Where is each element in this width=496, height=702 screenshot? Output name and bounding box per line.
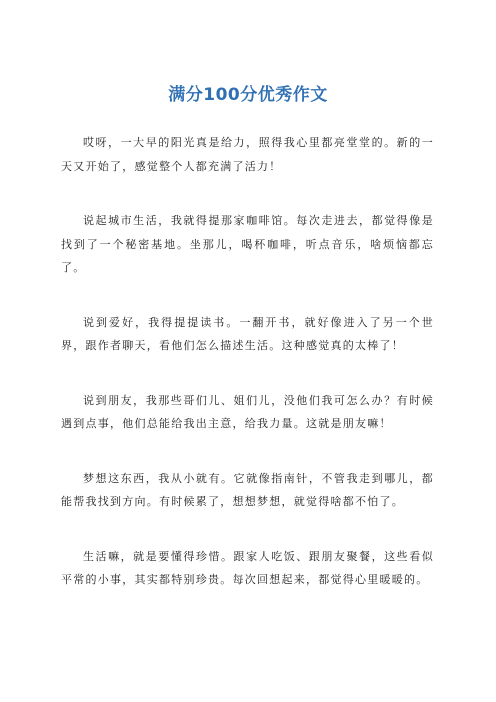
paragraph: 说到爱好，我得提提读书。一翻开书，就好像进入了另一个世界，跟作者聊天，看他们怎么描述生活。这种感觉真的太棒了！ [61, 315, 434, 352]
document-body [61, 131, 434, 623]
paragraph: 说到朋友，我那些哥们儿、姐们儿，没他们我可怎么办？有时候遇到点事，他们总能给我出主意，给我力量。这就是朋友嘛！ [61, 393, 434, 430]
paragraph: 哎呀，一大早的阳光真是给力，照得我心里都亮堂堂的。新的一天又开始了，感觉整个人都充满了活力！ [61, 136, 434, 173]
document-title: 满分100分优秀作文 [168, 85, 328, 105]
paragraph: 生活嘛，就是要懂得珍惜。跟家人吃饭、跟朋友聚餐，这些看似平常的小事，其实都特别珍贵。每次回想起来，都觉得心里暖暖的。 [61, 549, 434, 586]
paragraph: 梦想这东西，我从小就有。它就像指南针，不管我走到哪儿，都能帮我找到方向。有时候累了，想想梦想，就觉得啥都不怕了。 [61, 471, 434, 508]
paragraph: 说起城市生活，我就得提那家咖啡馆。每次走进去，都觉得像是找到了一个秘密基地。坐那儿，喝杯咖啡，听点音乐，啥烦恼都忘了。 [61, 214, 434, 274]
